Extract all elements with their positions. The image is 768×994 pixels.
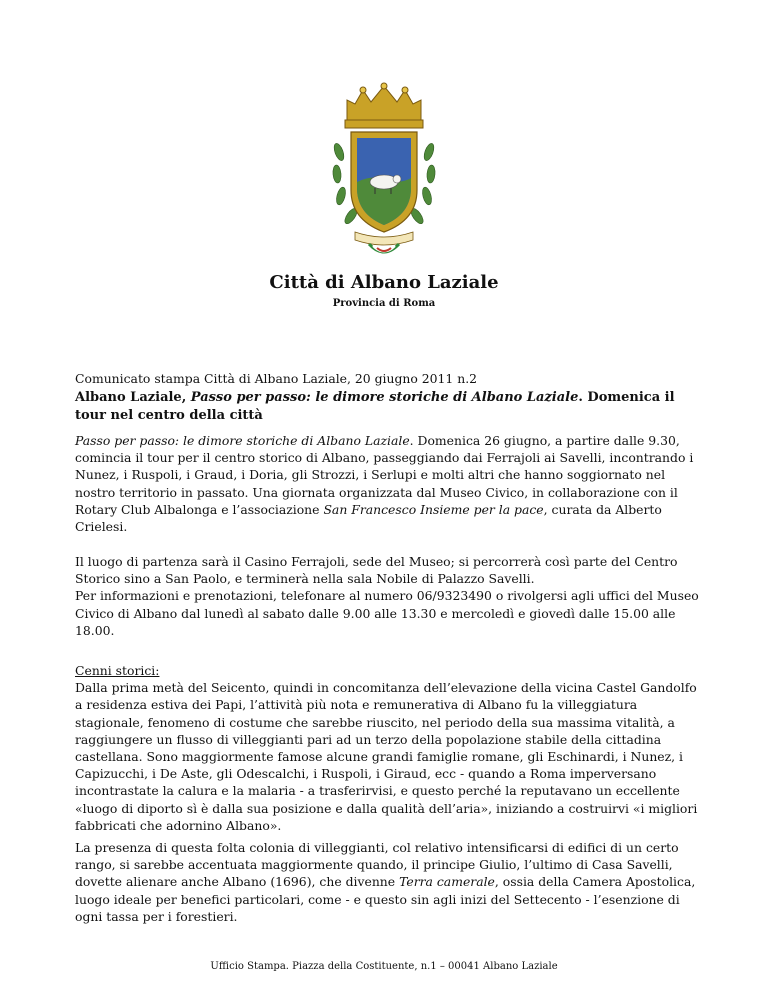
history-text: Dalla prima metà del Seicento, quindi in concomitanza dell’elevazione della vicina Castel Gandolfo a residenza estiva dei Papi, l’attività più nota e remunerativa di Albano fu la villeggiatura stagionale, fenomeno di costume che sarebbe riuscito, nel periodo della sua massima vitalità, a raggiungere un flusso di villeggianti pari ad un terzo della popolazione stabile della cittadina castellana. Sono maggiormente famose alcune grandi famiglie romane, gli Eschinardi, i Nunez, i Capizucchi, i De Aste, gli Odescalchi, i Ruspoli, i Giraud, ecc - quando a Roma imperversano incontrastate la calura e la malaria - a trasferirvisi, e questo perché la reputavano un eccellente «luogo di diporto sì è dalla sua posizione e dalla qualità dell’aria», iniziando a costruirvi «i migliori fabbricati che adornino Albano». bbox=[75, 680, 698, 833]
headline-italic: Passo per passo: le dimore storiche di Albano Laziale bbox=[190, 390, 579, 405]
event-title-italic: Passo per passo: le dimore storiche di Albano Laziale bbox=[75, 433, 410, 448]
press-release-line: Comunicato stampa Città di Albano Laziale, 20 giugno 2011 n.2 bbox=[75, 371, 478, 386]
city-title: Città di Albano Laziale bbox=[269, 272, 499, 293]
info-line-2: Per informazioni e prenotazioni, telefonare al numero 06/9323490 o rivolgersi agli uffici del Museo Civico di Albano dal lunedì al sabato dalle 9.00 alle 13.30 e mercoledì e giovedì dalle 15.00 alle 18.00. bbox=[75, 588, 699, 638]
province-subtitle: Provincia di Roma bbox=[332, 298, 436, 309]
terra-camerale-italic: Terra camerale bbox=[399, 874, 495, 890]
villeggiatura-text-end: , ossia della Camera Apostolica, luogo ideale per benefici particolari, come - e questo sin agli inizi del Settecento - l’esenzione di ogni tassa per i forestieri. bbox=[75, 874, 696, 924]
association-name-italic: San Francesco Insieme per la pace bbox=[323, 501, 544, 517]
history-heading: Cenni storici: bbox=[75, 663, 160, 678]
event-text-end: , curata da Alberto Crielesi. bbox=[75, 501, 662, 535]
event-text: . Domenica 26 giugno, a partire dalle 9.30, comincia il tour per il centro storico di Albano, passeggiando dai Ferrajoli ai Savelli, incontrando i Nunez, i Ruspoli, i Graud, i Doria, gli Strozzi, i Serlupi e molti altri che hanno soggiornato nel nostro territorio in passato. Una giornata organizzata dal Museo Civico, in collaborazione con il Rotary Club Albalonga e l’associazione bbox=[75, 433, 694, 517]
headline bbox=[75, 389, 701, 425]
headline-lead: Albano Laziale, bbox=[75, 390, 191, 405]
paragraph-info bbox=[75, 553, 701, 639]
paragraph-history bbox=[75, 662, 701, 834]
paragraph-event bbox=[75, 432, 701, 535]
info-line-1: Il luogo di partenza sarà il Casino Ferrajoli, sede del Museo; si percorrerà così parte del Centro Storico sino a San Paolo, e terminerà nella sala Nobile di Palazzo Savelli. bbox=[75, 554, 678, 587]
paragraph-villeggiatura bbox=[75, 839, 701, 925]
headline-rest: . Domenica il tour nel centro della città bbox=[75, 390, 675, 423]
villeggiatura-text: La presenza di questa folta colonia di villeggianti, col relativo intensificarsi di edifici di un certo rango, si sarebbe accentuata maggiormente quando, il principe Giulio, l’ultimo di Casa Savelli, dovette alienare anche Albano (1696), che divenne bbox=[75, 840, 679, 890]
coat-of-arms-icon bbox=[329, 82, 439, 260]
page-footer: Ufficio Stampa. Piazza della Costituente, n.1 – 00041 Albano Laziale bbox=[210, 961, 558, 972]
